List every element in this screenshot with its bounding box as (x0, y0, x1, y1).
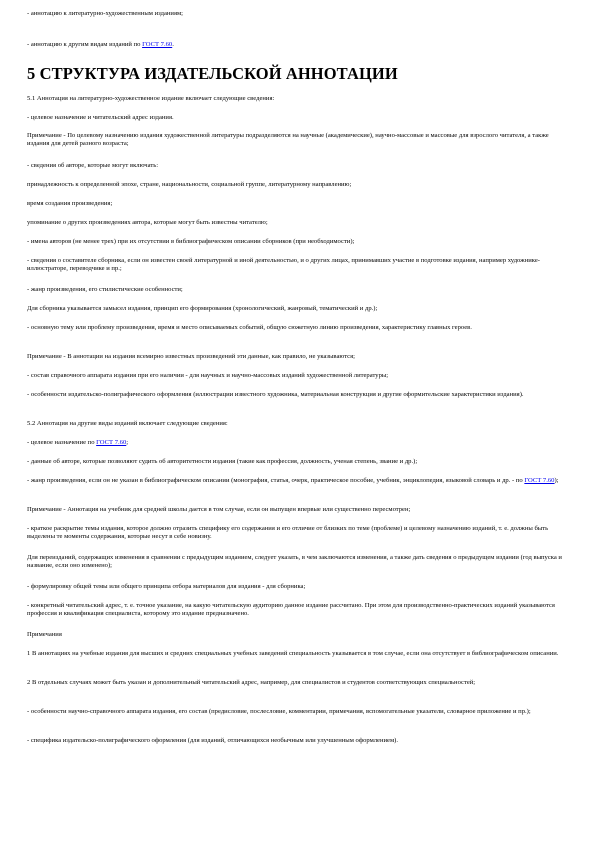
note-world-famous: Примечание - В аннотации на издания всемирно известных произведений эти данные, как правило, не указываются; (27, 353, 355, 360)
bullet-author-names: - имена авторов (не менее трех) при их отсутствии в библиографическом описании сборников (при необходимости); (27, 238, 355, 245)
section-heading: 5 СТРУКТУРА ИЗДАТЕЛЬСКОЙ АННОТАЦИИ (27, 64, 398, 83)
bullet-other-annotation: - аннотацию к другим видам изданий по ГОСТ 7.60. (27, 41, 174, 48)
bullet-genre-gost: - жанр произведения, если он не указан в библиографическом описании (монография, статья, очерк, практическое пособие, учебник, энциклопедия, языковой словарь и др. - по ГОСТ 7.60); (27, 477, 559, 484)
note-school-textbook: Примечание - Аннотация на учебник для средней школы дается в том случае, если он выпущен впервые или существенно пересмотрен; (27, 506, 411, 513)
note-1-textbooks: 1 В аннотациях на учебные издания для высших и средних специальных учебных заведений специальность указывается в том случае, если она отсутствует в библиографическом описании. (27, 650, 559, 657)
gost-7-60-link[interactable]: ГОСТ 7.60 (96, 439, 127, 446)
reissue-info: Для переизданий, содержащих изменения в сравнении с предыдущим изданием, следует указать, в чем заключаются изменения, а также дать сведения о предыдущем издании (год выпуска и название, если оно изменено); (27, 554, 562, 570)
author-affiliation: принадлежность к определенной эпохе, стране, национальности, социальной группе, литературному направлению; (27, 181, 352, 188)
note-2-additional-readership: 2 В отдельных случаях может быть указан и дополнительный читательский адрес, например, для специалистов и студентов соответствующих специальностей; (27, 679, 476, 686)
para-5-2-intro: 5.2 Аннотация на другие виды изданий включает следующие сведения: (27, 420, 228, 427)
creation-time: время создания произведения; (27, 200, 113, 207)
gost-7-60-link[interactable]: ГОСТ 7.60 (142, 41, 173, 48)
bullet-readership: - конкретный читательский адрес, т. е. точное указание, на какую читательскую аудиторию данное издание рассчитано. При этом для производственно-практических изданий указываются профессия и квалификация специалиста, которому это издание предназначено. (27, 602, 555, 618)
bullet-scientific-apparatus: - особенности научно-справочного аппарата издания, его состав (предисловие, послесловие, комментарии, примечания, вспомогательные указатели, словарное приложение и пр.); (27, 708, 531, 715)
notes-heading: Примечания (27, 631, 62, 638)
gost-7-60-link[interactable]: ГОСТ 7.60 (524, 477, 555, 484)
note-target-purpose: Примечание - По целевому назначению издания художественной литературы подразделяются на научные (академические), научно-массовые и массовые для взрослого читателя, а также издания для детей разного возраста; (27, 132, 549, 148)
bullet-compiler-info: - сведения о составителе сборника, если он известен своей литературной и иной деятельностью, и о других лицах, принимавших участие в подготовке издания, например художнике-иллюстраторе, переводчике и пр.; (27, 257, 540, 273)
bullet-target-purpose: - целевое назначение и читательский адрес издания. (27, 114, 174, 121)
bullet-design-features: - особенности издательско-полиграфического оформления (иллюстрации известного художника, материальная конструкция и другие оформительские характеристики издания). (27, 391, 524, 398)
bullet-common-theme: - формулировку общей темы или общего принципа отбора материалов для издания - для сборника; (27, 583, 306, 590)
para-5-1-intro: 5.1 Аннотация на литературно-художественное издание включает следующие сведения: (27, 95, 275, 102)
bullet-author-authority: - данные об авторе, которые позволяют судить об авторитетности издания (такие как профессия, должность, ученая степень, звание и др.); (27, 458, 418, 465)
bullet-genre: - жанр произведения, его стилистические особенности; (27, 286, 183, 293)
bullet-main-theme: - основную тему или проблему произведения, время и место описываемых событий, общую сюжетную линию произведения, характеристику главных героев. (27, 324, 472, 331)
bullet-author-info: - сведения об авторе, которые могут включать: (27, 162, 159, 169)
bullet-fiction-annotation: - аннотацию к литературно-художественным изданиям; (27, 10, 183, 17)
bullet-printing-design: - специфика издательско-полиграфического оформления (для изданий, отличающихся необычным или улучшенным оформлением). (27, 737, 398, 744)
collection-concept: Для сборника указывается замысел издания, принцип его формирования (хронологический, жанровый, тематический и др.); (27, 305, 378, 312)
other-works-mention: упоминание о других произведениях автора, которые могут быть известны читателю; (27, 219, 268, 226)
bullet-reference-apparatus: - состав справочного аппарата издания при его наличии - для научных и научно-массовых изданий художественной литературы; (27, 372, 389, 379)
bullet-purpose-gost: - целевое назначение по ГОСТ 7.60; (27, 439, 129, 446)
bullet-topic-disclosure: - краткое раскрытие темы издания, которое должно отразить специфику его содержания и его отличие от близких по теме (проблеме) и целевому назначению изданий, т. е. должны быть выделены те моменты содержания, которые несут в себе новизну. (27, 525, 549, 541)
